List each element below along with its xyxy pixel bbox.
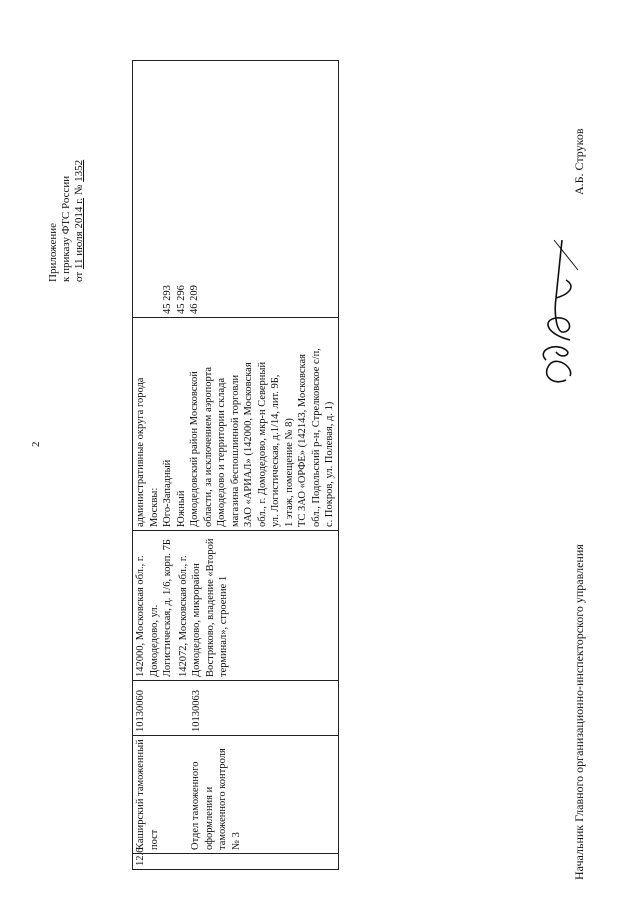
number-prefix: № bbox=[73, 184, 85, 196]
handwritten-signature bbox=[526, 210, 596, 390]
appendix-order: к приказу ФТС России bbox=[60, 175, 72, 282]
post-name: Каширский таможенный пост bbox=[135, 739, 160, 850]
order-number: 1352 bbox=[73, 159, 85, 182]
desc-line: обл., г. Домодедово, мкр-н Северный bbox=[256, 361, 268, 527]
table-row bbox=[133, 61, 339, 870]
order-date: 11 июля 2014 г. bbox=[73, 197, 85, 270]
desc-line: ул. Логистическая, д.1/14, лит. 9Б, bbox=[270, 374, 281, 527]
desc-line: ТС ЗАО «ОРФЕ» (142143, Московская bbox=[297, 354, 308, 527]
desc-line: с. Покров, ул. Полевая, д. 1) bbox=[324, 401, 335, 527]
extra-code-cell bbox=[133, 61, 339, 318]
date-prefix: от bbox=[73, 271, 85, 282]
desc-line: административные округа города bbox=[135, 377, 146, 527]
desc-line: области, за исключением аэропорта bbox=[202, 367, 214, 527]
customs-table bbox=[132, 60, 339, 870]
document-sheet bbox=[40, 40, 620, 880]
appendix-date-line bbox=[73, 160, 86, 282]
sub-unit-name: Отдел таможенного оформления и таможенного контроля № 3 bbox=[190, 748, 242, 850]
code-1: 10130060 bbox=[135, 690, 146, 732]
desc-line: магазина беспошлинной торговли bbox=[229, 374, 241, 527]
row-number: 12.6 bbox=[133, 854, 339, 870]
address-1: 142000, Московская обл., г. Домодедово, ул. Логистическая, д. 1/6, корп. 7Б bbox=[135, 539, 173, 677]
signatory-position: Начальник Главного организационно-инспекторского управления bbox=[572, 544, 586, 880]
signatory-name: А.Б. Струков bbox=[572, 128, 586, 195]
desc-line: Москвы: bbox=[148, 487, 160, 527]
desc-line: обл., Подольский р-н, Стрелковское с/п, bbox=[310, 348, 322, 527]
post-name-cell bbox=[133, 736, 339, 854]
oktmo-code: 46 209 bbox=[189, 285, 200, 314]
desc-line: Домодедово и территории склада bbox=[216, 377, 227, 527]
desc-line: Юго-Западный bbox=[162, 459, 173, 527]
desc-line: Южный bbox=[175, 490, 187, 527]
description-cell bbox=[133, 318, 339, 531]
code-cell bbox=[133, 681, 339, 736]
oktmo-code: 45 293 bbox=[162, 285, 173, 314]
oktmo-code: 45 296 bbox=[175, 285, 187, 314]
appendix-title: Приложение bbox=[47, 222, 59, 282]
address-2: 142072, Московская обл., г. Домодедово, микрорайон Востряково, владение «Второй терминал», строение 1 bbox=[177, 538, 229, 677]
desc-line: Домодедовский район Московской bbox=[189, 371, 200, 527]
desc-line: ЗАО «АРИАЛ» (142000, Московская bbox=[243, 362, 254, 527]
address-cell bbox=[133, 531, 339, 681]
page-number: 2 bbox=[30, 441, 42, 447]
code-2: 10130063 bbox=[190, 690, 202, 732]
desc-line: 1 этаж, помещение № 8) bbox=[283, 418, 295, 527]
appendix-header bbox=[47, 160, 86, 282]
